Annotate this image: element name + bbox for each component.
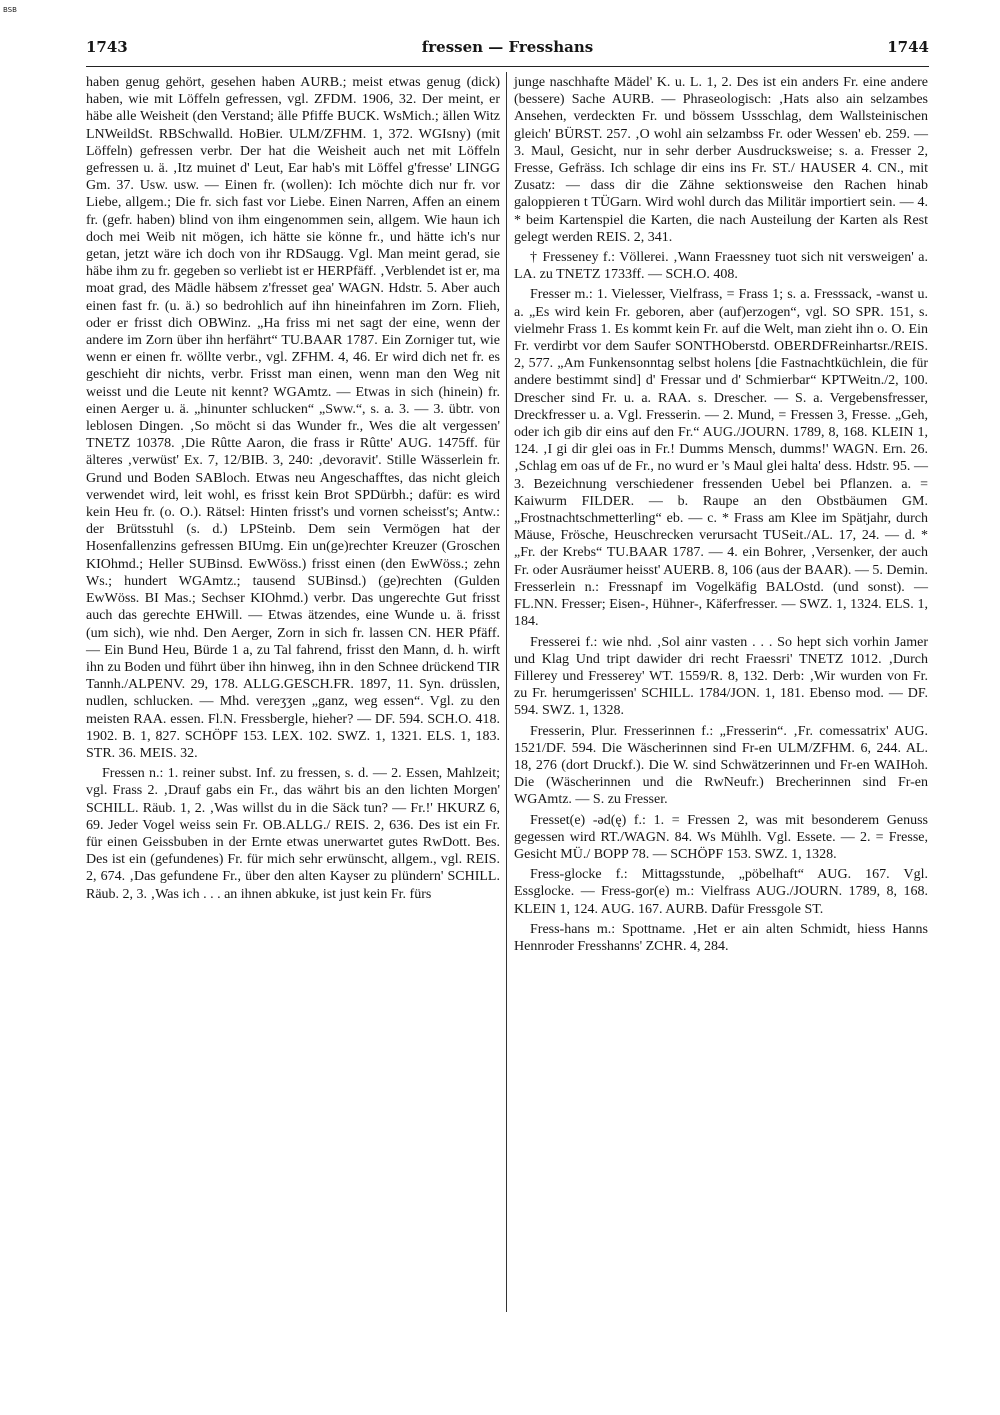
header-rule — [86, 66, 929, 67]
left-column — [86, 74, 500, 903]
page-header — [86, 38, 929, 62]
library-stamp: BSB — [3, 6, 17, 14]
entry-fresserin: Fresserin, Plur. Fresserinnen f.: „Fresserin“. ‚Fr. comessatrix' AUG. 1521/DF. 594. Die Wäscherinnen sind Fr-en ULM/ZFHM. 6, 244. AL. 18, 276 (dort Druckf.). Die W. sind Schwätzerinnen und Fr-en WAIHoh. Die (Wäscherinnen und die RwNeufr.) Brecherinnen sind Fr-en WGAmtz. — S. zu Fresser. — [514, 723, 928, 808]
right-column — [514, 74, 928, 955]
entry-fressen-noun-continued: junge naschhafte Mädel' K. u. L. 1, 2. Des ist ein anders Fr. eine andere (bessere) Sache AURB. — Phraseologisch: ‚Hats also ain selzambes Ansehen, verdeckten Fr. und bössem Ussschlag, dem Wallsteinischen gleich' BÜRST. 257. ‚O wohl ain selzambss Fr. oder Wessen' eb. 259. — 3. Maul, Gesicht, nur in sehr derber Ausdrucksweise; s. a. Fresser 2, Fresse, Gefräss. Ich schlage dir eins ins Fr. ST./ HAUSER 4. CN., mit Zusatz: — dass dir die Zähne sektionsweise den Rachen hinab galoppieren t TÜGarn. Wird wohl durch das Militär importiert sein. — 4. * beim Kartenspiel die Karten, die nach Austeilung der Karten als Rest gelegt werden REIS. 2, 341. — [514, 75, 928, 245]
entry-fress-glocke: Fress-glocke f.: Mittagsstunde, „pöbelhaft“ AUG. 167. Vgl. Essglocke. — Fress-gor(e) m.: Vielfrass AUG./JOURN. 1789, 8, 168. KLEIN 1, 124. AUG. 167. AURB. Dafür Fressgole ST. — [514, 867, 928, 917]
entry-fresserei: Fresserei f.: wie nhd. ‚Sol ainr vasten . . . So hept sich vorhin Jamer und Klag Und tript dawider dri recht Fraessri' TNETZ 1012. ‚Durch Fillerey und Fresserey' WT. 1559/R. 8, 132. Derb: ‚Wir wurden von Fr. zu Fr. herumgerissen' SCHILL. 1784/JON. 1, 181. Ebenso mod. — DF. 594. SWZ. 1, 1328. — [514, 634, 928, 719]
entry-fress-hans: Fress-hans m.: Spottname. ‚Het er ain alten Schmidt, hiess Hanns Hennroder Fresshanns' ZCHR. 4, 284. — [514, 921, 928, 954]
running-title: fressen — Fresshans — [421, 38, 594, 56]
page-number-right: 1744 — [887, 38, 929, 56]
entry-fressen-continued: haben genug gehört, gesehen haben AURB.; meist etwas genug (dick) haben, wie mit Löffeln gefressen, vgl. ZFDM. 1906, 32. Der meint, er häbe alle Weisheit (den Verstand; älle Pfiffe BUCK. WsMich.; ällen Witz LNWeildSt. RBSchwalld. HoBier. ULM/ZFHM. 1, 372. WGIsny) (mit Löffeln) gefressen verbr. Der hat die Weisheit auch net mit Löffeln gefressen u. ä. ‚Itz muinet d' Leut, Ear hab's mit Löffel g'fresse' LINGG Gm. 37. Usw. usw. — Einen fr. (wollen): Ich möchte dich nur fr. vor Liebe, allgem.; Die fr. sich fast vor Liebe. Einen Narren, Affen an einem fr. (gefr. haben) blind von ihm eingenommen sein, allgem. Wie haun ich doch mei Weib nit mögen, ich hätte sie könne fr., und hätte ich's nur getan, jetzt wäre ich doch von ihr RDSaugg. Vgl. Man meint gerad, sie häbe ihm zu fr. gegeben so verliebt ist er HERPfäff. ‚Verblendet ist er, ma moat grad, des Mädle häbsem z'fresset gea' WAGN. Hdstr. 5. Aber auch einen fast fr. (u. ä.) so bedrohlich auf ihn hineinfahren im Zorn. Flieh, oder er frisst dich OBWinz. „Ha friss mi net sagt der eine, wenn der andere im Zorn über ihn herfährt“ TU.BAAR 1787. Ein Zorniger tut, wie wenn er einen fr. wöllte verbr., vgl. ZFHM. 4, 46. Er wird dich net fr. es geschieht dir nichts, verbr. Frisst man einen, wenn man den Weg nit weisst und die Leute nit kennt? WGAmtz. — Etwas in sich (hinein) fr. einen Aerger u. ä. „hinunter schlucken“ „Sww.“, s. a. 3. — 3. übtr. von leblosen Dingen. ‚So möcht si das Wunder fr., Wes die alt vergessen' TNETZ 10378. ‚Die Rûtte Aaron, die frass ir Rûtte' AUG. 1475ff. für älteres ‚verwüst' Ex. 7, 12/BIB. 3, 240: ‚devoravit'. Stille Wässerlein fr. Grund und Boden SABloch. Etwas neu Angeschafftes, das nicht gleich verwendet wird, leit wohl, es frisst kein Brot SPDürbh.; dafür: es wird kein Heu fr. (o. O.). Rätsel: Hinten frisst's und vornen scheisst's; Antw.: der Brütsstuhl (s. d.) LPSteinb. Dem sein Vermögen hat der Hosenfallenzins gefressen BIUmg. Ein un(ge)rechter Kreuzer (Groschen KIOhmd.; Heller SUBinsd. EwWöss.) frisst einen (den EwWöss.; zehn Ws.; hundert WGAmtz.; tausend SUBinsd.) (ge)rechten (Gulden EwWöss. BI Mas.; Sechser KIOhmd.) verbr. Das ungerechte Gut frisst auch das gerechte EHWill. — Etwas ätzendes, eine Wunde u. ä. frisst (um sich), wie nhd. Den Aerger, Zorn in sich fr. lassen CN. HER Pfäff. — Ein Bund Heu, Bürde 1 a, zu Tal fahrend, frisst den Mann, d. h. wirft ihn zu Boden und führt über ihn hinweg, ihn in den Schnee drückend TIR Tannh./ALPENV. 29, 178. ALLG.GESCH.FR. 1897, 11. Syn. drüsslen, nudlen, schlucken. — Mhd. vereʒʒen „ganz, weg essen“. Vgl. zu den meisten RAA. essen. Fl.N. Fressbergle, hieher? — DF. 594. SCH.O. 418. 1902. B. 1, 827. SCHÖPF 153. LEX. 102. SWZ. 1, 1321. ELS. 1, 183. STR. 36. MEIS. 32. — [86, 75, 500, 761]
entry-fressen-noun: Fressen n.: 1. reiner subst. Inf. zu fressen, s. d. — 2. Essen, Mahlzeit; vgl. Frass 2. ‚Drauf gabs ein Fr., das währt bis an den lichten Morgen' SCHILL. Räub. 1, 2. ‚Was willst du in die Säck tun? — Fr.!' HKURZ 6, 69. Jeder Vogel weiss sein Fr. OB.ALLG./ REIS. 2, 636. Des ist ein Fr. für einen Geissbuben in der Ernte etwas unerwartet gutes RwDott. Bes. Des ist ein (gefundenes) Fr. für mich sehr erwünscht, allgem., vgl. REIS. 2, 674. ‚Das gefundene Fr., über den alten Kayser zu plündern' SCHILL. Räub. 2, 3. ‚Was ich . . . an ihnen abkuke, ist just kein Fr. fürs — [86, 766, 500, 902]
entry-fresser: Fresser m.: 1. Vielesser, Vielfrass, = Frass 1; s. a. Fresssack, -wanst u. a. „Es wird kein Fr. geboren, aber (auf)erzogen“, vgl. SO SPR. 151, s. vielmehr Frass 1. Es kommt kein Fr. auf die Welt, man zieht ihn o. O. Ein Fr. verdirbt vor dem Saufer SONTHOberstd. OBERDFReinhartsr./REIS. 2, 577. „Am Funkensonntag selbst holens [die Fastnachtküchlein, die für andere bestimmt sind] d' Fressar und d' Schmierbar“ KPTWeitn./2, 100. Drescher sind Fr. u. a. RAA. s. Drescher. — S. a. Vergebensfresser, Dreckfresser u. a. Vgl. Fresserin. — 2. Mund, = Fressen 3, Fresse. „Geh, oder ich gib dir eins auf den Fr.“ AUG./JOURN. 1789, 8, 168. KLEIN 1, 124. ‚I gi dir glei oas in Fr.! Dumms Mensch, dumms!' WAGN. Ern. 26. ‚Schlag em oas uf de Fr., no wurd er 's Maul glei halta' dess. Hdstr. 95. — 3. Bezeichnung verschiedener fressenden Uebel bei Pflanzen. a. = Kaiwurm FILDER. — b. Raupe an den Obstbäumen GM. „Frostnachtschmetterling“ eb. — c. * Frass am Klee im Spätjahr, durch Mäuse, Frösche, Heuschrecken verursacht TUSeit./AL. 17, 24. — d. * „Fr. der Krebs“ TU.BAAR 1787. — 4. ein Bohrer, ‚Versenker, der auch Fr. oder Ausräumer heisst' AUERB. 8, 106 (aus der BAAR). — 5. Demin. Fresserlein n.: Fressnapf im Vogelkäfig BALOstd. (und sonst). — FL.NN. Fresser; Eisen-, Hühner-, Käferfresser. — SWZ. 1, 1324. ELS. 1, 184. — [514, 287, 928, 630]
page-number-left: 1743 — [86, 38, 128, 56]
entry-fresseney: † Fresseney f.: Völlerei. ‚Wann Fraessney tuot sich nit versweigen' a. LA. zu TNETZ 1733ff. — SCH.O. 408. — [514, 250, 928, 283]
entry-fressete: Fresset(e) -ǝd(ę) f.: 1. = Fressen 2, was mit besonderem Genuss gegessen wird RT./WAGN. 84. Ws Mühlh. Vgl. Essete. — 2. = Fresse, Gesicht MÜ./ BOPP 78. — SCHÖPF 153. SWZ. 1, 1328. — [514, 812, 928, 862]
column-divider — [506, 72, 507, 1312]
